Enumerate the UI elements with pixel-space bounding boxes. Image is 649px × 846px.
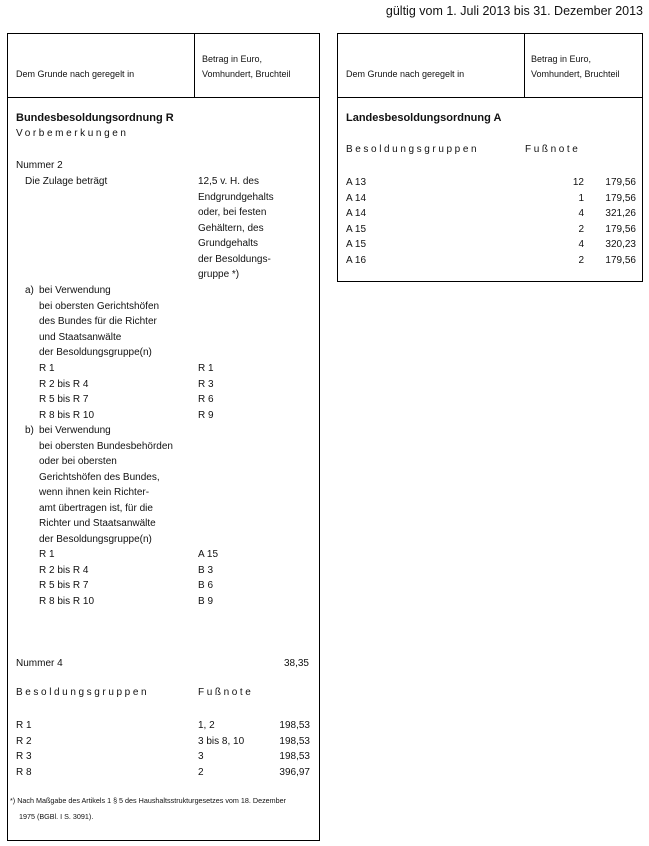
item-a-text-line: des Bundes für die Richter [39,316,157,327]
nummer-4-value: 38,35 [283,658,309,669]
amount-cell: 179,56 [605,223,636,235]
table-row [346,237,636,253]
left-table-header [8,34,319,98]
item-a-text-line: bei Verwendung [39,285,111,296]
amount-cell: 198,53 [279,735,310,747]
group-cell: A 13 [346,177,367,188]
zulage-value-line: 12,5 v. H. des [198,176,259,187]
header-divider [524,34,525,97]
item-a-label: a) [25,285,34,296]
header-amount-label: Betrag in Euro, Vomhundert, Bruchteil [202,54,291,79]
mapping-to: R 3 [198,378,214,390]
group-cell: R 8 [16,766,32,778]
mapping-to: B 9 [198,595,214,607]
item-a-text [39,283,159,361]
amount-cell: 396,97 [279,766,310,778]
group-cell: R 3 [16,751,32,762]
amount-cell: 179,56 [605,192,636,204]
zulage-label: Die Zulage beträgt [25,176,108,187]
left-table [7,33,320,841]
footnote-cell: 3 [198,751,204,762]
zulage-value-line: oder, bei festen [198,207,267,218]
item-b-label: b) [25,425,34,436]
footnote-cell: 4 [578,239,584,250]
mapping-row [39,547,309,563]
footnote-header: Fußnote [198,687,254,698]
group-cell: A 14 [346,192,367,204]
section-subtitle: Vorbemerkungen [16,128,129,139]
group-cell: A 14 [346,208,367,219]
item-b-text [39,423,173,547]
table-row [346,253,636,269]
table-row [16,765,310,781]
item-b-text-line: wenn ihnen kein Richter- [39,487,150,498]
footnote-cell: 3 bis 8, 10 [198,735,245,747]
section-title: Landesbesoldungsordnung A [346,112,502,124]
mapping-from: R 8 bis R 10 [39,595,95,607]
right-table-header [338,34,642,98]
table-row [346,222,636,238]
mapping-to: B 6 [198,580,214,591]
amount-cell: 179,56 [605,177,636,188]
item-a-text-line: bei obersten Gerichtshöfen [39,300,160,312]
footnote-cell: 4 [578,208,584,219]
zulage-value-line: Endgrundgehalts [198,191,274,203]
footnote-cell: 12 [572,177,584,188]
mapping-from: R 5 bis R 7 [39,580,89,591]
mapping-to: R 6 [198,394,214,405]
item-b-text-line: Richter und Staatsanwälte [39,518,156,529]
mapping-row [39,408,309,424]
header-basis-label: Dem Grunde nach geregelt in [346,69,465,79]
group-cell: A 16 [346,254,367,266]
item-b-text-line: Gerichtshöfen des Bundes, [39,471,160,483]
mapping-from: R 1 [39,549,55,560]
amount-cell: 198,53 [279,720,310,731]
zulage-value-line: der Besoldungs- [198,253,271,265]
table-row [346,191,636,207]
zulage-value-line: Gehältern, des [198,222,264,234]
footnote-header: Fußnote [525,144,581,155]
footnote-cell: 2 [578,254,584,266]
mapping-from: R 5 bis R 7 [39,394,89,405]
mapping-from: R 1 [39,363,55,374]
groups-header: Besoldungsgruppen [16,687,150,698]
item-b-text-line: der Besoldungsgruppe(n) [39,533,152,545]
mapping-to: R 9 [198,409,214,421]
table-row [16,718,310,734]
header-amount-label: Betrag in Euro, Vomhundert, Bruchteil [531,54,620,79]
footnote-cell: 2 [198,766,204,778]
item-a-text-line: und Staatsanwälte [39,331,122,343]
mapping-from: R 2 bis R 4 [39,378,89,390]
groups-table [346,175,636,268]
mapping-to: B 3 [198,564,214,576]
amount-cell: 179,56 [605,254,636,266]
item-b-text-line: bei Verwendung [39,425,111,436]
item-b-text-line: bei obersten Bundesbehörden [39,440,173,452]
footnote-cell: 1 [578,192,584,204]
mapping-row [39,377,309,393]
item-b-text-line: amt übertragen ist, für die [39,502,153,514]
group-cell: R 1 [16,720,32,731]
validity-period: gültig vom 1. Juli 2013 bis 31. Dezember 2013 [385,4,643,18]
mapping-to: R 1 [198,363,214,374]
mapping-row [39,594,309,610]
mapping-to: A 15 [198,549,219,560]
group-cell: A 15 [346,223,367,235]
mapping-from: R 2 bis R 4 [39,564,89,576]
table-row [346,175,636,191]
mapping-from: R 8 bis R 10 [39,409,95,421]
section-title: Bundesbesoldungsordnung R [16,112,174,124]
mapping-row [39,361,309,377]
item-a-rows [39,361,309,423]
mapping-row [39,563,309,579]
right-table [337,33,643,282]
nummer-4-label: Nummer 4 [16,658,63,669]
table-row [16,734,310,750]
group-cell: R 2 [16,735,32,747]
group-cell: A 15 [346,239,367,250]
zulage-value [198,174,274,283]
amount-cell: 320,23 [605,239,636,250]
groups-table [16,718,310,780]
footnote-line-2: 1975 (BGBl. I S. 3091). [19,812,94,821]
zulage-value-line: gruppe *) [198,269,240,280]
item-b-text-line: oder bei obersten [39,456,117,467]
footnote-cell: 2 [578,223,584,235]
item-a-text-line: der Besoldungsgruppe(n) [39,347,152,358]
table-row [16,749,310,765]
header-basis-label: Dem Grunde nach geregelt in [16,69,135,79]
mapping-row [39,392,309,408]
nummer-2-label: Nummer 2 [16,160,63,171]
footnote-cell: 1, 2 [198,720,215,731]
item-b-rows [39,547,309,609]
mapping-row [39,578,309,594]
zulage-value-line: Grundgehalts [198,238,259,249]
groups-header: Besoldungsgruppen [346,144,480,155]
header-divider [194,34,195,97]
footnote-line-1: *) Nach Maßgabe des Artikels 1 § 5 des Haushaltsstrukturgesetzes vom 18. Dezember [10,796,287,805]
amount-cell: 198,53 [279,751,310,762]
amount-cell: 321,26 [605,208,636,219]
table-row [346,206,636,222]
